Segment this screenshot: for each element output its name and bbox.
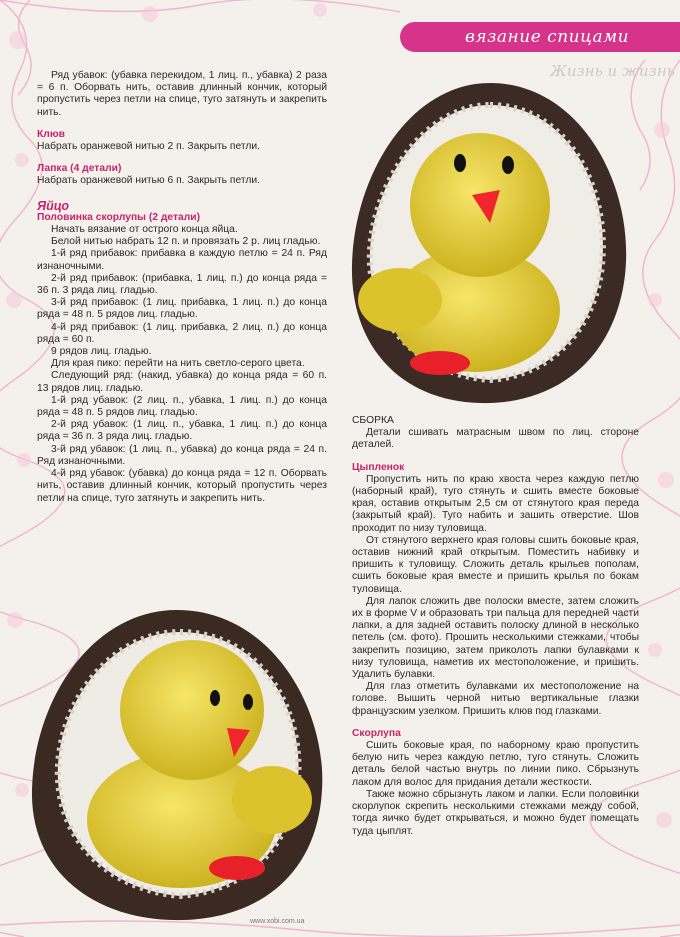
beak-text: Набрать оранжевой нитью 2 п. Закрыть петли. [37, 141, 260, 153]
egg-line: 1-й ряд убавок: (2 лиц. п., убавка, 1 лиц. п.) до конца ряда = 48 п. 5 рядов лиц. гладью. [37, 394, 327, 419]
chick-photo-top [340, 75, 638, 410]
footer-url: www.xobi.com.ua [250, 918, 305, 925]
chick-wing [232, 766, 312, 834]
shell-paragraph: Сшить боковые края, по наборному краю пропустить белую нить через каждую петлю, туго стянуть. Сложить деталь белой частью внутрь по линии пико. Сбрызнуть лаком для волос для придания детали жесткости. [352, 740, 639, 788]
shell-half-heading: Половинка скорлупы (2 детали) [37, 211, 201, 223]
chick-paragraph: Пропустить нить по краю хвоста через каждую петлю (наборный край), туго стянуть и сшить вместе боковые края, оставив открытым 2,5 см от стянутого края переда (закрытый край). Туго набить и зашить отверстие. Шов проходит по низу туловища. [352, 473, 639, 534]
chick-head [120, 640, 264, 780]
section-header-title: вязание спицами [465, 27, 630, 47]
chick-heading: Цыпленок [352, 461, 405, 473]
paw-heading: Лапка (4 детали) [37, 163, 122, 175]
chick-paragraph: Для глаз отметить булавками их местоположение на голове. Вышить черной нитью вертикальные глазки французским узелком. Пришить клюв под глазками. [352, 681, 639, 717]
egg-line: Для края пико: перейти на нить светло-серого цвета. [51, 358, 305, 370]
paragraph-decrease-row: Ряд убавок: (убавка перекидом, 1 лиц. п., убавка) 2 раза = 6 п. Оборвать нить, оставив длинный кончик, который пропустить через петли на спице, туго затянуть и закрепить нить. [37, 70, 327, 118]
chick-eye [502, 156, 514, 174]
chick-paw [209, 856, 265, 880]
right-column [352, 415, 639, 838]
chick-paragraph: От стянутого верхнего края головы сшить боковые края, оставив нижний край открытым. Поместить набивку и пришить к туловищу. Сложить деталь крыльев пополам, сшить боковые края вместе и пришить крылья по бокам туловища. [352, 534, 639, 595]
egg-line: 4-й ряд убавок: (убавка) до конца ряда = 12 п. Оборвать нить, оставив длинный кончик, который пропустить через петли на спице, туго затянуть и закрепить нить. [37, 468, 327, 504]
chick-eye [243, 694, 253, 710]
left-column [37, 70, 327, 505]
shell-heading: Скорлупа [352, 727, 401, 739]
egg-line: 3-й ряд убавок: (1 лиц. п., убавка) до конца ряда = 24 п. Ряд изнаночными. [37, 443, 327, 467]
egg-line: 3-й ряд прибавок: (1 лиц. прибавка, 1 лиц. п.) до конца ряда = 48 п. 5 рядов лиц. гладью. [37, 297, 327, 321]
beak-heading: Клюв [37, 128, 65, 140]
egg-line: Следующий ряд: (накид, убавка) до конца ряда = 60 п. 13 рядов лиц. гладью. [37, 370, 327, 394]
egg-line: 2-й ряд убавок: (1 лиц. п., убавка, 1 лиц. п.) до конца ряда = 36 п. 3 ряда лиц. гладью. [37, 419, 327, 443]
chick-eye [454, 154, 466, 172]
chick-eye [210, 690, 220, 706]
chick-wing [358, 268, 442, 332]
egg-line: 2-й ряд прибавок: (прибавка, 1 лиц. п.) до конца ряда = 36 п. 3 ряда лиц. гладью. [37, 272, 327, 297]
ghost-heading: Жизнь и жизнь [550, 62, 675, 80]
egg-line: Начать вязание от острого конца яйца. [51, 224, 238, 236]
chick-photo-bottom [22, 600, 332, 925]
paw-text: Набрать оранжевой нитью 6 п. Закрыть петли. [37, 175, 260, 187]
assembly-text: Детали сшивать матрасным швом по лиц. стороне деталей. [352, 427, 639, 451]
chick-paragraph: Для лапок сложить две полоски вместе, затем сложить их в форме V и образовать три пальца для передней части лапки, а для задней оставить полоску длиной в несколько петель (см. фото). Прошить несколькими стежками, чтобы закрепить позицию, затем приколоть лапки булавками к низу туловища, наметив их местоположение, и пришить. Удалить булавки. [352, 595, 639, 681]
egg-line: 4-й ряд прибавок: (1 лиц. прибавка, 2 лиц. п.) до конца ряда = 60 п. [37, 321, 327, 345]
egg-line: 1-й ряд прибавок: прибавка в каждую петлю = 24 п. Ряд изнаночными. [37, 248, 327, 272]
egg-line: 9 рядов лиц. гладью. [51, 346, 152, 358]
egg-heading: Яйцо [37, 198, 69, 213]
egg-line: Белой нитью набрать 12 п. и провязать 2 р. лиц гладью. [51, 236, 321, 248]
shell-paragraph: Также можно сбрызнуть лаком и лапки. Если половинки скорлупок скрепить несколькими стежками между собой, тогда яичко будет открываться, и можно будет помещать туда цыплят. [352, 788, 639, 837]
chick-paw [410, 351, 470, 375]
assembly-heading: СБОРКА [352, 415, 394, 426]
